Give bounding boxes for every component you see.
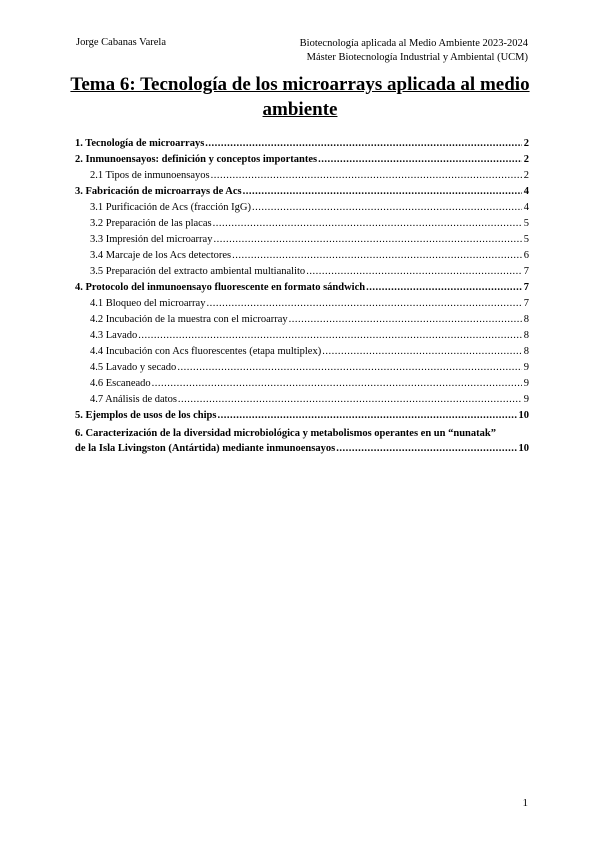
toc-leader-dots <box>322 346 522 357</box>
toc-entry-label: 6. Caracterización de la diversidad microbiológica y metabolismos operantes en un “nunatak” <box>75 428 496 439</box>
toc-entry-label: 3.5 Preparación del extracto ambiental multianalito <box>90 266 306 277</box>
toc-entry[interactable] <box>75 138 529 154</box>
toc-leader-dots <box>318 154 522 165</box>
toc-entry-page: 7 <box>523 282 529 293</box>
toc-leader-dots <box>289 314 522 325</box>
toc-entry-page: 2 <box>523 170 529 181</box>
toc-entry-page: 2 <box>523 138 529 149</box>
toc-entry-page: 6 <box>523 250 529 261</box>
toc-entry[interactable] <box>75 394 529 410</box>
toc-entry[interactable] <box>75 314 529 330</box>
toc-entry-page: 8 <box>523 346 529 357</box>
header-author: Jorge Cabanas Varela <box>76 37 166 48</box>
toc-entry-label: 4.1 Bloqueo del microarray <box>90 298 206 309</box>
toc-leader-dots <box>306 266 522 277</box>
toc-entry-label: 2.1 Tipos de inmunoensayos <box>90 170 210 181</box>
toc-entry[interactable] <box>75 234 529 250</box>
toc-entry-label: 4.5 Lavado y secado <box>90 362 177 373</box>
toc-entry-page: 9 <box>523 362 529 373</box>
toc-entry-label: 3.4 Marcaje de los Acs detectores <box>90 250 232 261</box>
toc-entry[interactable] <box>75 282 529 298</box>
toc-entry-page: 9 <box>523 378 529 389</box>
toc-entry[interactable] <box>75 362 529 378</box>
page-number: 1 <box>522 797 528 809</box>
toc-entry[interactable] <box>75 154 529 170</box>
toc-entry-page: 10 <box>518 410 529 421</box>
toc-entry[interactable] <box>75 298 529 314</box>
toc-leader-dots <box>211 170 522 181</box>
toc-entry[interactable] <box>75 266 529 282</box>
toc-entry-label: 3.2 Preparación de las placas <box>90 218 212 229</box>
toc-entry-label: 2. Inmunoensayos: definición y conceptos importantes <box>75 154 318 165</box>
toc-leader-dots <box>213 234 521 245</box>
page-title: Tema 6: Tecnología de los microarrays aplicada al medio ambiente <box>70 74 530 120</box>
toc-leader-dots <box>336 441 516 456</box>
toc-entry-label: 4.3 Lavado <box>90 330 138 341</box>
toc-leader-dots <box>138 330 522 341</box>
toc-leader-dots <box>152 378 522 389</box>
toc-entry-page: 10 <box>518 443 529 454</box>
toc-leader-dots <box>177 362 521 373</box>
toc-leader-dots <box>366 282 522 293</box>
toc-leader-dots <box>252 202 522 213</box>
header-course: Biotecnología aplicada al Medio Ambiente 2023-2024 <box>299 38 528 49</box>
toc-leader-dots <box>205 138 521 149</box>
table-of-contents <box>75 138 529 456</box>
toc-entry[interactable] <box>75 330 529 346</box>
toc-leader-dots <box>206 298 521 309</box>
toc-leader-dots <box>232 250 522 261</box>
toc-entry[interactable] <box>75 410 529 426</box>
toc-entry-label: 4.4 Incubación con Acs fluorescentes (etapa multiplex) <box>90 346 322 357</box>
toc-entry-label: 1. Tecnología de microarrays <box>75 138 205 149</box>
toc-entry-label: de la Isla Livingston (Antártida) mediante inmunoensayos <box>75 443 336 454</box>
toc-entry-page: 5 <box>523 218 529 229</box>
toc-leader-dots <box>178 394 522 405</box>
toc-entry-label: 4.7 Análisis de datos <box>90 394 177 405</box>
toc-entry-label: 3. Fabricación de microarrays de Acs <box>75 186 242 197</box>
toc-entry-page: 7 <box>523 266 529 277</box>
toc-entry[interactable] <box>75 170 529 186</box>
toc-entry-label: 3.1 Purificación de Acs (fracción IgG) <box>90 202 251 213</box>
toc-entry-page: 8 <box>523 314 529 325</box>
toc-entry[interactable] <box>75 250 529 266</box>
toc-entry-page: 5 <box>523 234 529 245</box>
toc-leader-dots <box>213 218 522 229</box>
toc-entry[interactable] <box>75 426 529 456</box>
toc-entry[interactable] <box>75 346 529 362</box>
toc-entry-page: 4 <box>523 202 529 213</box>
header-program: Máster Biotecnología Industrial y Ambiental (UCM) <box>306 52 528 63</box>
toc-entry-page: 2 <box>523 154 529 165</box>
toc-entry-label: 4.6 Escaneado <box>90 378 151 389</box>
toc-entry-label-continued <box>75 441 529 456</box>
toc-entry-label: 5. Ejemplos de usos de los chips <box>75 410 217 421</box>
toc-entry[interactable] <box>75 186 529 202</box>
toc-entry-label: 3.3 Impresión del microarray <box>90 234 213 245</box>
toc-entry-label: 4.2 Incubación de la muestra con el microarray <box>90 314 288 325</box>
toc-leader-dots <box>243 186 522 197</box>
toc-entry[interactable] <box>75 202 529 218</box>
toc-entry[interactable] <box>75 218 529 234</box>
toc-entry-page: 9 <box>523 394 529 405</box>
toc-leader-dots <box>217 410 516 421</box>
toc-entry-page: 4 <box>523 186 529 197</box>
toc-entry-label: 4. Protocolo del inmunoensayo fluorescente en formato sándwich <box>75 282 366 293</box>
toc-entry[interactable] <box>75 378 529 394</box>
header-right <box>300 37 528 65</box>
toc-entry-page: 8 <box>523 330 529 341</box>
toc-entry-page: 7 <box>523 298 529 309</box>
